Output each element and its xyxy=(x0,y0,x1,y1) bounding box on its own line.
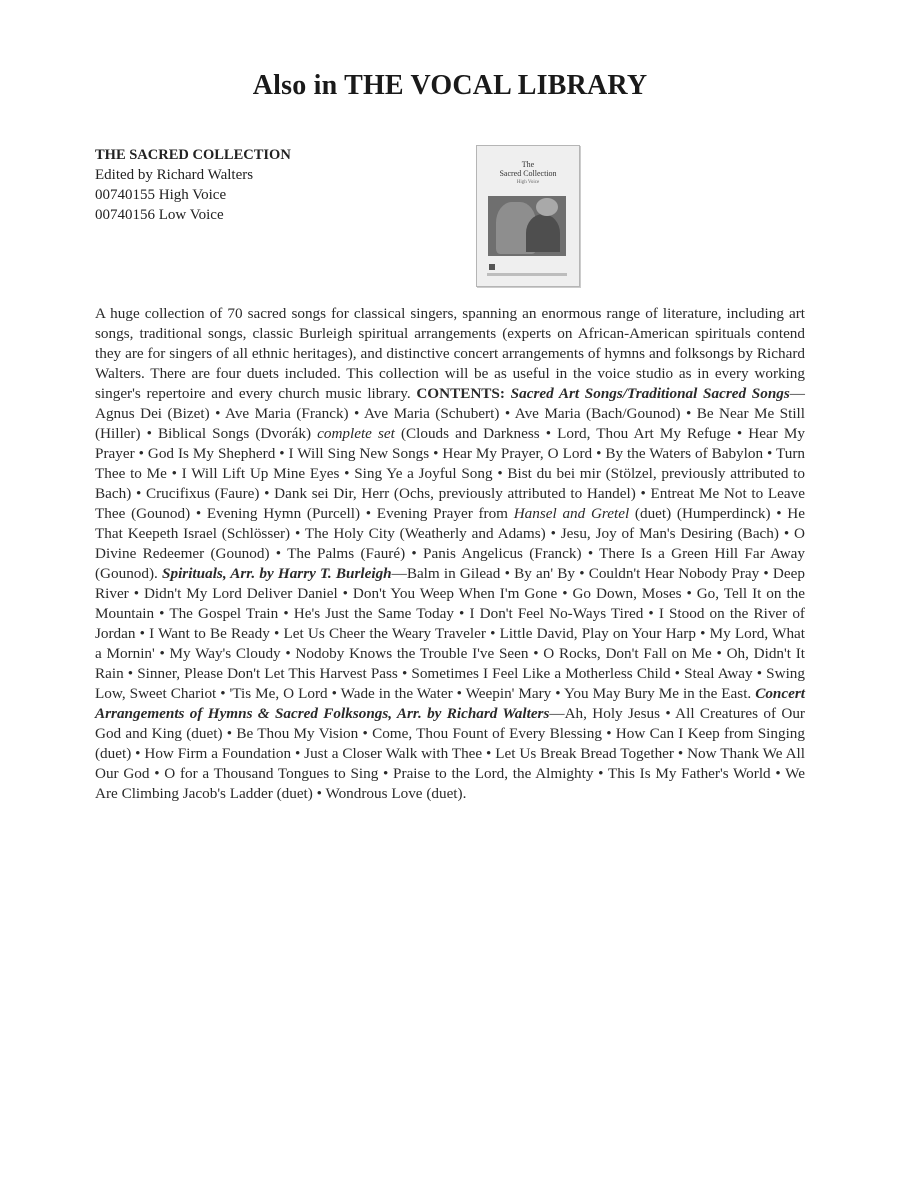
book-cover-image xyxy=(476,145,580,287)
cover-title-line1: The xyxy=(521,160,535,169)
section-concert-arrangements-list: —Ah, Holy Jesus • All Creatures of Our God and King (duet) • Be Thou My Vision • Come, Thou Fount of Every Blessing • How Can I Keep from Singing (duet) • How Firm a Foundation • Just a Closer Walk with Thee • Let Us Break Bread Together • Now Thank We All Our God • O for a Thousand Tongues to Sing • Praise to the Lord, the Almighty • This Is My Father's World • We Are Climbing Jacob's Ladder (duet) • Wondrous Love (duet). xyxy=(95,705,805,802)
contents-label: CONTENTS: xyxy=(416,385,511,402)
section-title-sacred-art-songs: Sacred Art Songs/Traditional Sacred Songs xyxy=(510,385,790,402)
page-heading: Also in THE VOCAL LIBRARY xyxy=(252,70,648,101)
cover-title-line2: Sacred Collection xyxy=(499,169,557,178)
book-editor: Edited by Richard Walters xyxy=(95,167,254,183)
section-sacred-songs-list-a: —Agnus Dei (Bizet) • Ave Maria (Franck) • Ave Maria (Schubert) • Ave Maria (Bach/Gounod) • Be Near Me Still (Hiller) • Biblical Songs (Dvorák) xyxy=(95,385,805,442)
book-title: THE SACRED COLLECTION xyxy=(95,147,291,163)
section-sacred-songs-list-b: (Clouds and Darkness • Lord, Thou Art My Refuge • Hear My Prayer • God Is My Shepherd • I Will Sing New Songs • Hear My Prayer, O Lord • By the Waters of Babylon • Turn Thee to Me • I Will Lift Up Mine Eyes • Sing Ye a Joyful Song • Bist du bei mir (Stölzel, previously attributed to Bach) • Crucifixus (Faure) • Dank sei Dir, Herr (Ochs, previously attributed to Handel) • Entreat Me Not to Leave Thee (Gounod) • Evening Hymn (Purcell) • Evening Prayer from xyxy=(95,425,805,522)
publisher-logo-icon xyxy=(489,264,495,270)
section-spirituals-list: —Balm in Gilead • By an' By • Couldn't Hear Nobody Pray • Deep River • Didn't My Lord Deliver Daniel • Don't You Weep When I'm Gone • Go Down, Moses • Go, Tell It on the Mountain • The Gospel Train • He's Just the Same Today • I Don't Feel No-Ways Tired • I Stood on the River of Jordan • I Want to Be Ready • Let Us Cheer the Weary Traveler • Little David, Play on Your Harp • My Lord, What a Mornin' • My Way's Cloudy • Nodoby Knows the Trouble I've Seen • O Rocks, Don't Fall on Me • Oh, Didn't It Rain • Sinner, Please Don't Let This Harvest Pass • Sometimes I Feel Like a Motherless Child • Steal Away • Swing Low, Sweet Chariot • 'Tis Me, O Lord • Wade in the Water • Weepin' Mary • You May Bury Me in the East. xyxy=(95,565,805,702)
cover-footer-bar xyxy=(487,273,567,276)
section-title-concert-arrangements: Concert Arrangements of Hymns & Sacred Folksongs, Arr. by Richard Walters xyxy=(95,685,805,722)
complete-set-note: complete set xyxy=(317,425,395,442)
book-description xyxy=(95,304,805,804)
cover-artwork xyxy=(488,196,566,256)
cover-subtitle: High Voice xyxy=(516,180,540,185)
cover-title xyxy=(477,160,579,178)
edition-low-voice: 00740156 Low Voice xyxy=(95,207,224,223)
section-title-spirituals: Spirituals, Arr. by Harry T. Burleigh xyxy=(162,565,392,582)
book-info xyxy=(95,145,291,225)
opera-title-hansel-gretel: Hansel and Gretel xyxy=(513,505,630,522)
section-sacred-songs-list-c: (duet) (Humperdinck) • He That Keepeth Israel (Schlösser) • The Holy City (Weatherly and Adams) • Jesu, Joy of Man's Desiring (Bach) • O Divine Redeemer (Gounod) • The Palms (Fauré) • Panis Angelicus (Franck) • There Is a Green Hill Far Away (Gounod). xyxy=(95,505,805,582)
edition-high-voice: 00740155 High Voice xyxy=(95,187,227,203)
description-intro: A huge collection of 70 sacred songs for classical singers, spanning an enormous range of literature, including art songs, traditional songs, classic Burleigh spiritual arrangements (experts on African-American spirituals contend they are for singers of all ethnic heritages), and distinctive concert arrangements of hymns and folksongs by Richard Walters. There are four duets included. This collection will be as useful in the voice studio as in every working singer's repertoire and every church music library. xyxy=(95,305,805,402)
